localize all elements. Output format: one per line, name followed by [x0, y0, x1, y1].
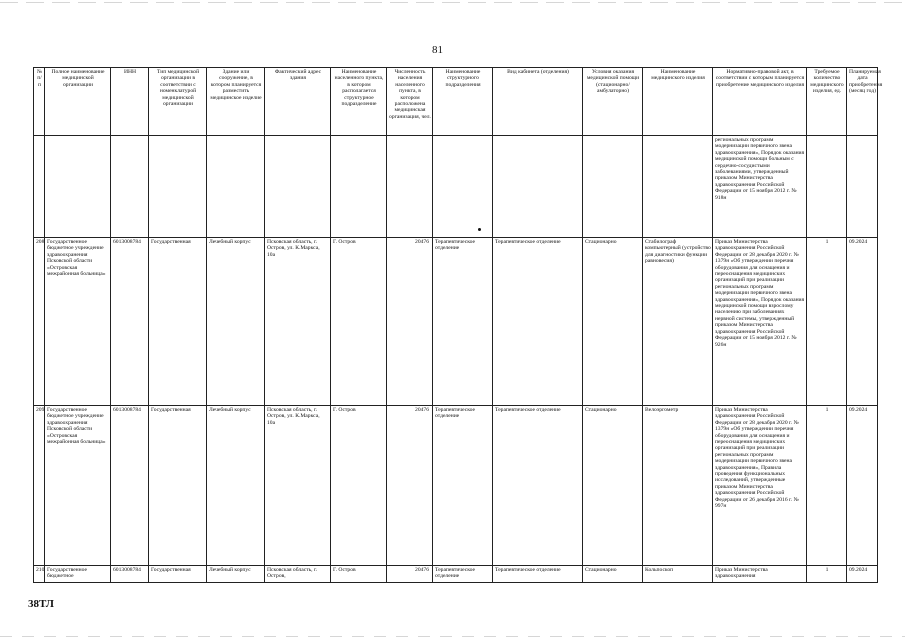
cell-date: 09.2024 [847, 238, 878, 406]
cell-conditions: Стационарно [583, 406, 643, 566]
col-header-unit: Наименование структурного подразделения [433, 68, 493, 136]
cell-act: Приказ Министерства здравоохранения [713, 566, 807, 583]
cell-num: 210 [34, 566, 45, 583]
cell-inn: 6013008784 [111, 406, 149, 566]
cell-date [847, 136, 878, 238]
cell-cabinet: Терапевтическое отделение [493, 406, 583, 566]
col-header-address: Фактический адрес здания [265, 68, 331, 136]
cell-org: Государственное бюджетное [45, 566, 111, 583]
cell-locality: Г. Остров [331, 406, 387, 566]
col-header-locality: Наименование населенного пункта, в котором располагается структурное подразделение [331, 68, 387, 136]
cell-date: 09.2024 [847, 406, 878, 566]
cell-address: Псковская область, г. Остров, [265, 566, 331, 583]
col-header-org: Полное наименование медицинской организации [45, 68, 111, 136]
cell-date: 09.2024 [847, 566, 878, 583]
table-row [34, 136, 878, 238]
cell-inn [111, 136, 149, 238]
cell-num [34, 136, 45, 238]
cell-inn: 6013008784 [111, 238, 149, 406]
cell-act: Приказ Министерства здравоохранения Российской Федерации от 28 декабря 2020 г. № 1379н «Об утверждении перечня оборудования для оснащения и переоснащения медицинских организаций при реализации региональных программ модернизации первичного звена здравоохранения», Порядок оказания медицинской помощи взрослому населению при заболеваниях нервной системы, утвержденный приказом Министерства здравоохранения Российской Федерации от 15 ноября 2012 г. № 926н [713, 238, 807, 406]
cell-conditions [583, 136, 643, 238]
col-header-inn: ИНН [111, 68, 149, 136]
cell-address [265, 136, 331, 238]
cell-device: Велоэргометр [643, 406, 713, 566]
col-header-num: № п/п [34, 68, 45, 136]
cell-locality [331, 136, 387, 238]
table-row [34, 406, 878, 566]
cell-act: региональных программ модернизации первичного звена здравоохранения», Порядок оказания медицинской помощи больным с сердечно-сосудистыми заболеваниями, утвержденный приказом Министерства здравоохранения Российской Федерации от 15 ноября 2012 г. № 918н [713, 136, 807, 238]
cell-device: Кольпоскоп [643, 566, 713, 583]
cell-qty: 1 [807, 238, 847, 406]
cell-conditions: Стационарно [583, 566, 643, 583]
cell-org: Государственное бюджетное учреждение здравоохранения Псковской области «Островская межрайонная больница» [45, 238, 111, 406]
cell-unit: Терапевтическое отделение [433, 238, 493, 406]
cell-building [207, 136, 265, 238]
cell-address: Псковская область, г. Остров, ул. К.Маркса, 10а [265, 238, 331, 406]
col-header-date: Планируемая дата приобретения (месяц год) [847, 68, 878, 136]
footer-code: 38ТЛ [28, 598, 54, 610]
col-header-device: Наименование медицинского изделия [643, 68, 713, 136]
col-header-act: Нормативно-правовой акт, в соответствии с которым планируется приобретение медицинского изделия [713, 68, 807, 136]
scan-artifact-top [0, 2, 905, 3]
table-row [34, 566, 878, 583]
scan-artifact-bottom [0, 636, 905, 637]
cell-org: Государственное бюджетное учреждение здравоохранения Псковской области «Островская межрайонная больница» [45, 406, 111, 566]
cell-population: 20476 [387, 566, 433, 583]
cell-address: Псковская область, г. Остров, ул. К.Маркса, 10а [265, 406, 331, 566]
cell-building: Лечебный корпус [207, 406, 265, 566]
cell-cabinet: Терапевтическое отделение [493, 238, 583, 406]
cell-qty: 1 [807, 566, 847, 583]
cell-population: 20476 [387, 238, 433, 406]
cell-type: Государственная [149, 406, 207, 566]
cell-building: Лечебный корпус [207, 566, 265, 583]
cell-qty: 1 [807, 406, 847, 566]
scan-dot-artifact [478, 228, 481, 231]
col-header-conditions: Условия оказания медицинской помощи (стационарно/ амбулаторно) [583, 68, 643, 136]
cell-unit [433, 136, 493, 238]
cell-num: 208 [34, 238, 45, 406]
cell-num: 209 [34, 406, 45, 566]
table-header [34, 68, 883, 136]
cell-unit: Терапевтическое отделение [433, 406, 493, 566]
col-header-type: Тип медицинской организации в соответствии с номенклатурой медицинской организации [149, 68, 207, 136]
cell-population: 20476 [387, 406, 433, 566]
cell-type: Государственная [149, 238, 207, 406]
cell-act: Приказ Министерства здравоохранения Российской Федерации от 28 декабря 2020 г. № 1379н «Об утверждении перечня оборудования для оснащения и переоснащения медицинских организаций при реализации региональных программ модернизации первичного звена здравоохранения», Правила проведения функциональных исследований, утвержденные приказом Министерства здравоохранения Российской Федерации от 26 декабря 2016 г. № 997н [713, 406, 807, 566]
cell-org [45, 136, 111, 238]
cell-unit: Терапевтическое отделение [433, 566, 493, 583]
col-header-qty: Требуемое количество медицинского изделия, ед. [807, 68, 847, 136]
table-row [34, 238, 878, 406]
col-header-cabinet: Вид кабинета (отделения) [493, 68, 583, 136]
cell-device [643, 136, 713, 238]
cell-device: Стабилограф компьютерный (устройство для диагностики функции равновесия) [643, 238, 713, 406]
cell-locality: Г. Остров [331, 566, 387, 583]
cell-cabinet [493, 136, 583, 238]
cell-population [387, 136, 433, 238]
col-header-building: Здание или сооружение, в котором планируется разместить медицинское изделие [207, 68, 265, 136]
cell-cabinet: Терапевтическое отделение [493, 566, 583, 583]
page-number: 81 [432, 44, 443, 56]
cell-type: Государственная [149, 566, 207, 583]
cell-conditions: Стационарно [583, 238, 643, 406]
cell-inn: 6013008784 [111, 566, 149, 583]
cell-qty [807, 136, 847, 238]
col-header-population: Численность населения населенного пункта, в котором расположена медицинская организация, чел. [387, 68, 433, 136]
equipment-table [33, 67, 883, 583]
cell-type [149, 136, 207, 238]
cell-locality: Г. Остров [331, 238, 387, 406]
cell-building: Лечебный корпус [207, 238, 265, 406]
